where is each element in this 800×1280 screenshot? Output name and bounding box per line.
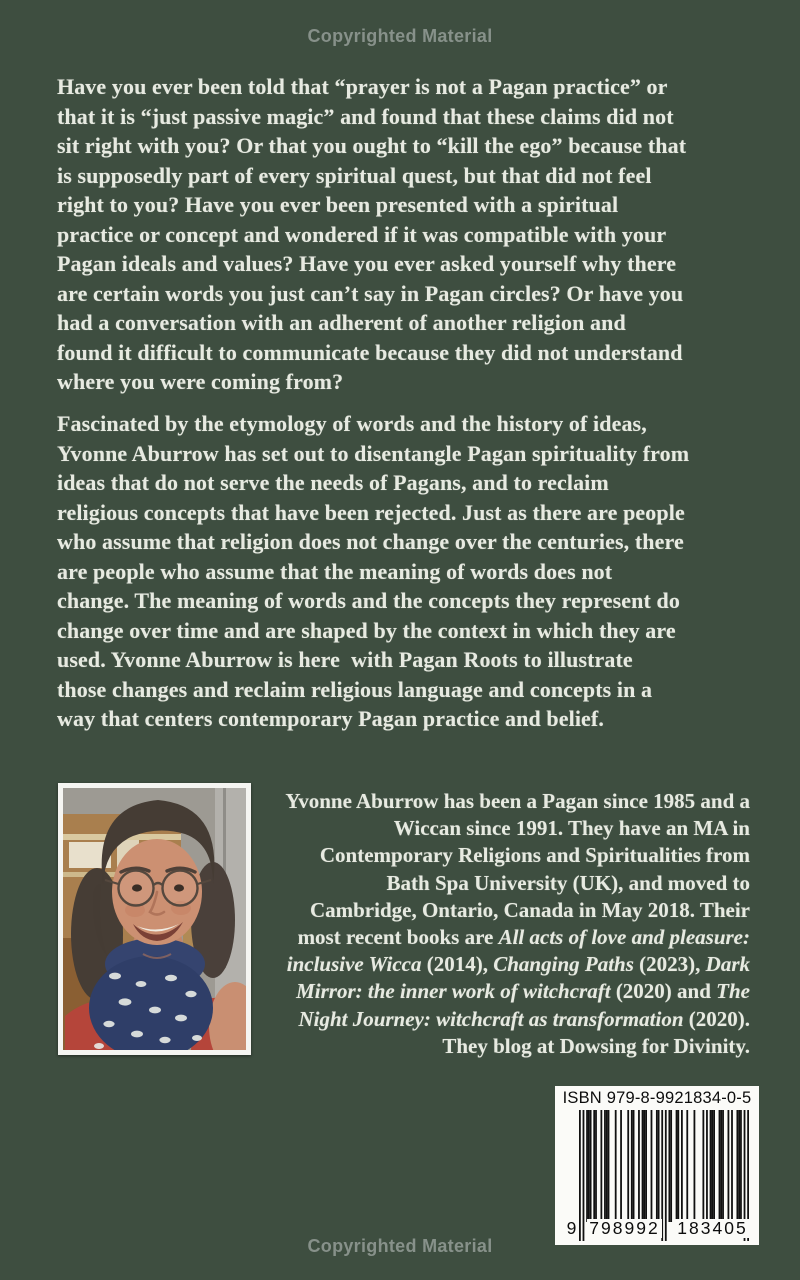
blurb-line: change over time and are shaped by the context in which they are [57, 617, 676, 643]
blurb-line: Yvonne Aburrow has set out to disentangle Pagan spirituality from [57, 440, 690, 466]
bio-line: They blog at Dowsing for Divinity. [442, 1033, 750, 1058]
blurb-line: are certain words you just can’t say in Pagan circles? Or have you [57, 280, 684, 306]
bio-line: Mirror: the inner work of witchcraft (2020) and The [296, 979, 750, 1004]
bio-line: Cambridge, Ontario, Canada in May 2018. Their [309, 897, 750, 922]
bio-line: Night Journey: witchcraft as transformation (2020). [298, 1006, 750, 1031]
bio-line: Contemporary Religions and Spiritualities from [319, 843, 750, 868]
blurb-line: used. Yvonne Aburrow is here with Pagan Roots to illustrate [57, 647, 633, 672]
bio-line: Bath Spa University (UK), and moved to [386, 870, 750, 895]
isbn-label: ISBN 979-8-9921834-0-5 [562, 1089, 752, 1107]
blurb-line: sit right with you? Or that you ought to “kill the ego” because that [57, 133, 687, 158]
blurb-line: right to you? Have you ever been presented with a spiritual [57, 192, 619, 217]
barcode-box [555, 1086, 759, 1245]
bio-line: Wiccan since 1991. They have an MA in [393, 816, 750, 841]
bio-line: Yvonne Aburrow has been a Pagan since 1985 and a [285, 789, 750, 813]
blurb-line: ideas that do not serve the needs of Pagans, and to reclaim [57, 470, 609, 495]
blurb-line: practice or concept and wondered if it was compatible with your [57, 221, 667, 247]
blurb-paragraph-1 [57, 72, 763, 397]
copyright-banner-bottom: Copyrighted Material [307, 1236, 493, 1256]
blurb-paragraph-2 [57, 409, 763, 734]
barcode-digit-lead: 9 [566, 1218, 577, 1238]
author-portrait-illustration [63, 788, 246, 1050]
blurb-line: those changes and reclaim religious language and concepts in a [57, 676, 653, 702]
barcode-digit-left-group: 798992 [587, 1219, 662, 1238]
blurb-line: found it difficult to communicate because they did not understand [57, 339, 683, 365]
bio-line: most recent books are All acts of love and pleasure: [297, 925, 750, 950]
blurb-line: is supposedly part of every spiritual quest, but that did not feel [57, 162, 652, 188]
blurb-line: where you were coming from? [57, 369, 344, 394]
author-bio [254, 788, 750, 1060]
blurb-line: who assume that religion does not change over the centuries, there [57, 529, 684, 554]
blurb-line: way that centers contemporary Pagan practice and belief. [57, 706, 604, 731]
bio-line: inclusive Wicca (2014), Changing Paths (2023), Dark [286, 952, 750, 977]
blurb-line: Have you ever been told that “prayer is not a Pagan practice” or [57, 74, 668, 99]
blurb-line: are people who assume that the meaning of words does not [57, 558, 613, 584]
blurb-line: had a conversation with an adherent of another religion and [57, 310, 626, 335]
ean-barcode [565, 1110, 753, 1241]
author-photo [58, 783, 251, 1055]
blurb-line: religious concepts that have been rejected. Just as there are people [57, 499, 685, 525]
copyright-banner-top: Copyrighted Material [307, 26, 493, 46]
blurb-line: that it is “just passive magic” and found that these claims did not [57, 103, 674, 129]
blurb-line: change. The meaning of words and the concepts they represent do [57, 588, 680, 613]
blurb-line: Fascinated by the etymology of words and the history of ideas, [57, 411, 647, 436]
blurb-line: Pagan ideals and values? Have you ever asked yourself why there [57, 251, 677, 276]
barcode-digit-right-group: 183405 [674, 1219, 751, 1238]
